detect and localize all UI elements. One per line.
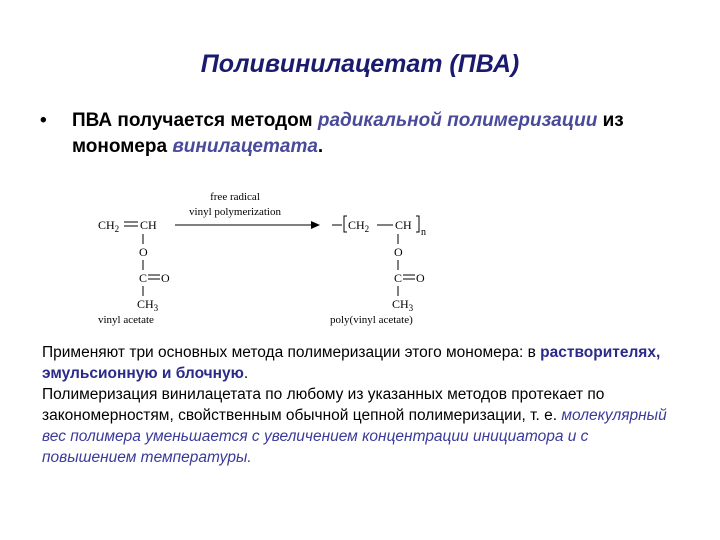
monomer-structure [98,218,170,326]
paragraph-methods-text: Применяют три основных метода полимеризации этого мономера: в [42,344,541,361]
polymer-n: n [421,227,426,238]
monomer-carbonyl-o: O [161,271,170,285]
paragraph-methods-end: . [243,365,249,382]
paragraph-kinetics [42,384,682,468]
monomer-ch2: $CH_2$ [98,218,120,234]
bullet-text-part2: из мономера [72,110,624,157]
monomer-c: C [139,271,148,285]
arrow-head-icon [311,221,320,229]
polymer-carbonyl-o: O [416,271,425,285]
reaction-arrow [175,191,320,229]
body-paragraph [42,342,682,468]
paragraph-kinetics-text: Полимеризация винилацетата по любому из указанных методов протекает по закономерностям, свойственным обычной цепной полимеризации, т. е. [42,386,605,424]
polymer-ch: CH [395,218,412,232]
monomer-name: vinyl acetate [98,314,154,326]
monomer-ch: CH [140,218,157,232]
bullet-text [72,108,672,160]
bullet-dot: • [40,110,47,131]
polymer-name: poly(vinyl acetate) [330,314,413,326]
polymer-structure [330,216,426,326]
polymer-c: C [394,271,403,285]
polymer-o: O [394,245,403,259]
bullet-text-part1: ПВА получается методом [72,110,318,131]
bracket-right-icon [416,216,419,232]
monomer-o: O [139,245,148,259]
paragraph-kinetics-conclusion: молекулярный вес полимера уменьшается с увеличением концентрации инициатора и с повышением температуры. [42,407,667,466]
polymer-ch3: $CH_3$ [392,297,414,313]
bullet-accent-monomer: винилацетата [172,136,318,157]
polymer-ch2: $CH_2$ [348,218,370,234]
monomer-ch3: $CH_3$ [137,297,159,313]
bullet-text-part3: . [317,136,324,157]
slide-title: Поливинилацетат (ПВА) [200,50,520,78]
arrow-label-line1: free radical [210,191,260,203]
arrow-label-line2: vinyl polymerization [189,206,281,218]
paragraph-methods-list: растворителях, эмульсионную и блочную [42,344,661,382]
paragraph-methods [42,342,682,384]
bracket-left-icon [344,216,347,232]
bullet-accent-method: радикальной полимеризации [317,110,598,131]
reaction-diagram [90,185,450,330]
